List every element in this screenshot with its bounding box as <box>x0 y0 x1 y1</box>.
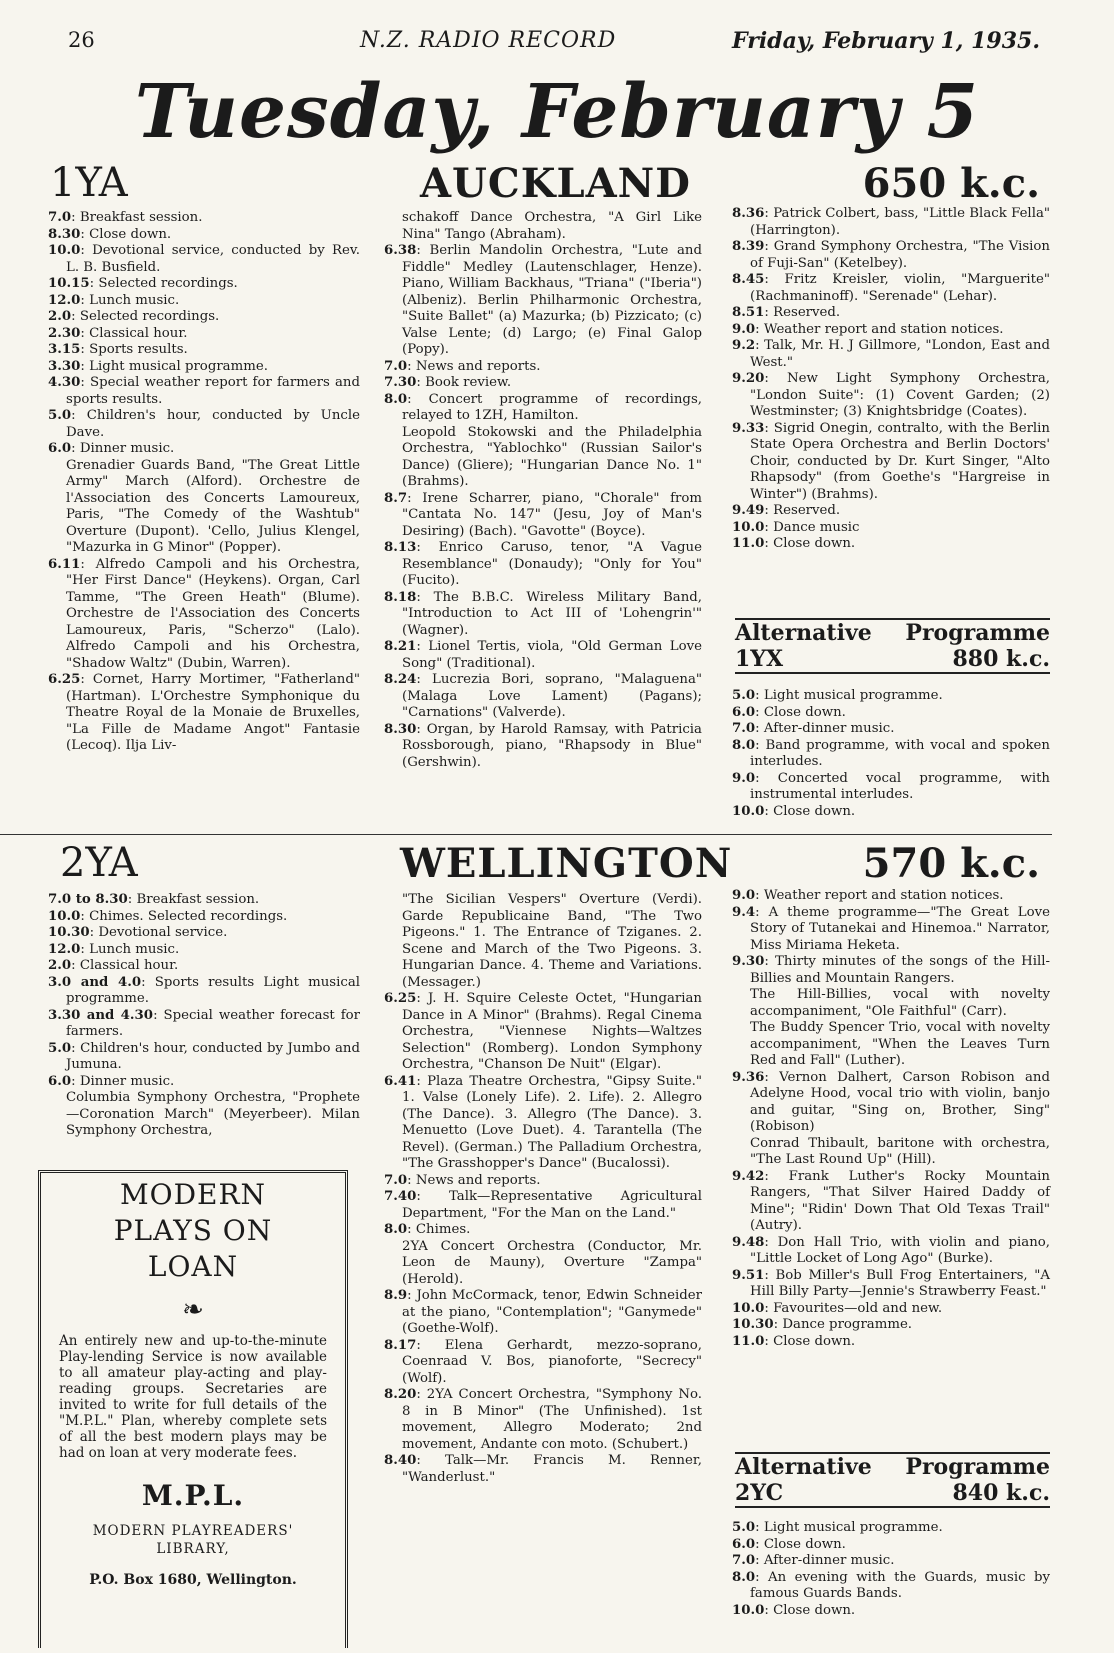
entry-time: 3.30 <box>48 358 81 374</box>
entry-text: Reserved. <box>773 503 841 518</box>
entry-text: Bob Miller's Bull Frog Entertainers, "A Hill Billy Party—Jennie's Strawberry Feast." <box>750 1267 1050 1299</box>
entry-text: Light musical programme. <box>763 1520 943 1535</box>
entry-time: 9.36 <box>732 1069 765 1085</box>
entry-text: An evening with the Guards, music by famous Guards Bands. <box>750 1569 1050 1601</box>
entry-text: Children's hour, conducted by Uncle Dave. <box>66 408 360 440</box>
programme-entry: 6.11: Alfredo Campoli and his Orchestra, "Her First Dance" (Heykens). Organ, Carl Tamme, "The Green Heath" (Blume). Orchestre de l'Association des Concerts Lamoureux, Paris, "Scherzo" (Lalo). Alfredo Campoli and his Orchestra, "Shadow Waltz" (Dubin, Warren). <box>48 556 360 671</box>
programme-entry: 12.0: Lunch music. <box>48 941 180 957</box>
programme-column <box>732 206 1050 553</box>
programme-entry: 9.4: A theme programme—"The Great Love Story of Tutanekai and Hinemoa." Narrator, Miss Miriama Heketa. <box>732 904 1050 953</box>
entry-text: A theme programme—"The Great Love Story of Tutanekai and Hinemoa." Narrator, Miss Miriama Heketa. <box>750 904 1050 953</box>
entry-text: Close down. <box>773 803 856 819</box>
programme-entry: 9.42: Frank Luther's Rocky Mountain Rangers, "That Silver Haired Daddy of Mine"; "Ridin' Down That Old Texas Trail" (Autry). <box>732 1168 1050 1233</box>
entry-time: 8.0 <box>732 1569 756 1585</box>
entry-text: J. H. Squire Celeste Octet, "Hungarian Dance in A Minor" (Brahms). Regal Cinema Orchestra, "Viennese Nights—Waltzes Selection" (Romberg). London Symphony Orchestra, "Chanson De Nuit" (Elgar). <box>402 991 702 1072</box>
entry-time: 2.0 <box>48 958 72 973</box>
ad-org-abbrev: M.P.L. <box>141 1479 245 1512</box>
entry-text: Dinner music. <box>79 441 175 456</box>
advertisement-modern-plays <box>38 1170 348 1648</box>
programme-entry: 7.0: Breakfast session. <box>48 210 203 225</box>
entry-time: 6.25 <box>48 672 81 687</box>
programme-entry: 8.20: 2YA Concert Orchestra, "Symphony No. 8 in B Minor" (The Unfinished). 1st movement, Allegro Moderato; 2nd movement, Andante con moto. (Schubert.) <box>384 1387 702 1452</box>
programme-entry: 6.38: Berlin Mandolin Orchestra, "Lute and Fiddle" Medley (Lautenschlager, Henze). Piano, William Backhaus, "Triana" ("Iberia") (Albeniz). Berlin Philharmonic Orchestra, "Suite Ballet" (a) Mazurka; (b) Pizzicato; (c) Valse Lente; (d) Largo; (e) Final Galop (Popy). <box>384 243 702 357</box>
entry-text: Frank Luther's Rocky Mountain Rangers, "That Silver Haired Daddy of Mine"; "Ridin' Down That Old Texas Trail" (Autry). <box>750 1168 1050 1233</box>
entry-time: 9.0 <box>732 770 756 786</box>
programme-entry: 9.49: Reserved. <box>732 503 841 518</box>
programme-entry: 9.51: Bob Miller's Bull Frog Entertainers, "A Hill Billy Party—Jennie's Strawberry Feast." <box>732 1267 1050 1299</box>
entry-time: 7.40 <box>384 1189 417 1204</box>
entry-text: 2YA Concert Orchestra, "Symphony No. 8 in B Minor" (The Unfinished). 1st movement, Allegro Moderato; 2nd movement, Andante con moto. (Schubert.) <box>402 1387 702 1452</box>
programme-entry: 10.15: Selected recordings. <box>48 276 238 291</box>
entry-time: 10.30 <box>48 925 90 940</box>
entry-time: 8.30 <box>384 721 417 737</box>
programme-entry: 6.25: J. H. Squire Celeste Octet, "Hungarian Dance in A Minor" (Brahms). Regal Cinema Orchestra, "Viennese Nights—Waltzes Selection" (Romberg). London Symphony Orchestra, "Chanson De Nuit" (Elgar). <box>384 991 702 1072</box>
entry-text: 2YA Concert Orchestra (Conductor, Mr. Leon de Mauny), Overture "Zampa" (Herold). <box>402 1238 702 1287</box>
programme-entry: 8.0: An evening with the Guards, music by famous Guards Bands. <box>732 1569 1050 1601</box>
programme-entry: 3.0 and 4.0: Sports results Light musical programme. <box>48 974 360 1006</box>
entry-text: Alfredo Campoli and his Orchestra, "Her First Dance" (Heykens). Organ, Carl Tamme, "The Green Heath" (Blume). Orchestre de l'Association des Concerts Lamoureux, Paris, "Scherzo" (Lalo). Alfredo Campoli and his Orchestra, "Shadow Waltz" (Dubin, Warren). <box>66 556 360 671</box>
programme-entry: 11.0: Close down. <box>732 536 856 551</box>
programme-entry: 7.0: After-dinner music. <box>732 1553 895 1568</box>
programme-entry <box>732 1136 1050 1169</box>
entry-time: 8.18 <box>384 589 417 605</box>
entry-time: 9.2 <box>732 338 756 353</box>
entry-time: 7.0 <box>732 1553 756 1568</box>
ad-heading: MODERN <box>119 1178 267 1211</box>
entry-time: 8.9 <box>384 1288 408 1303</box>
entry-time: 10.0 <box>48 908 81 924</box>
entry-text: The B.B.C. Wireless Military Band, "Introduction to Act III of 'Lohengrin'" (Wagner). <box>402 589 702 638</box>
entry-text: Enrico Caruso, tenor, "A Vague Resemblance" (Donaudy); "Only for You" (Fucito). <box>402 540 702 588</box>
entry-text: Vernon Dalhert, Carson Robison and Adelyne Hood, vocal trio with violin, banjo and guitar, "Sing on, Brother, Sing" (Robison) <box>750 1069 1050 1134</box>
entry-text: Chimes. Selected recordings. <box>89 908 288 924</box>
station-call: 2YA <box>60 840 138 886</box>
entry-text: Close down. <box>763 704 846 720</box>
entry-text: Band programme, with vocal and spoken interludes. <box>750 737 1050 769</box>
alt-label: Alternative <box>735 1454 872 1480</box>
entry-time: 6.11 <box>48 556 81 572</box>
entry-time: 9.48 <box>732 1234 765 1250</box>
entry-text: Light musical programme. <box>89 358 268 374</box>
programme-entry: 3.15: Sports results. <box>48 342 188 357</box>
programme-entry <box>384 892 702 991</box>
programme-entry: 9.0: Weather report and station notices. <box>732 321 1004 337</box>
programme-entry: 7.0: News and reports. <box>384 1172 541 1188</box>
entry-time: 8.17 <box>384 1337 417 1353</box>
entry-time: 2.30 <box>48 325 81 341</box>
entry-text: Dance music <box>773 519 860 535</box>
entry-time: 8.0 <box>384 1222 408 1237</box>
programme-entry: 8.17: Elena Gerhardt, mezzo-soprano, Coenraad V. Bos, pianoforte, "Secrecy" (Wolf). <box>384 1337 702 1386</box>
programme-entry: 8.36: Patrick Colbert, bass, "Little Black Fella" (Harrington). <box>732 206 1050 238</box>
alt-programme-list <box>732 1520 1050 1619</box>
entry-text: Thirty minutes of the songs of the Hill-Billies and Mountain Rangers. <box>750 954 1050 986</box>
entry-text: Selected recordings. <box>79 309 220 324</box>
entry-text: Chimes. <box>415 1222 471 1237</box>
programme-entry: 3.30: Light musical programme. <box>48 358 268 374</box>
programme-entry <box>732 987 1050 1020</box>
entry-text: News and reports. <box>415 1172 541 1188</box>
programme-entry: 2.0: Classical hour. <box>48 958 179 973</box>
entry-text: Organ, by Harold Ramsay, with Patricia Rossborough, piano, "Rhapsody in Blue" (Gershwin). <box>402 721 702 770</box>
programme-entry: 10.30: Devotional service. <box>48 925 228 940</box>
entry-time: 8.30 <box>48 226 81 242</box>
entry-time: 9.30 <box>732 954 765 969</box>
alt-label: Programme <box>905 1454 1050 1480</box>
programme-entry: 8.24: Lucrezia Bori, soprano, "Malaguena" (Malaga Love Lament) (Pagans); "Carnations" (Valverde). <box>384 672 702 720</box>
programme-entry: 5.0: Children's hour, conducted by Jumbo and Jumuna. <box>48 1040 360 1072</box>
programme-entry: 7.0: News and reports. <box>384 358 541 374</box>
entry-text: Close down. <box>89 226 172 242</box>
programme-entry: 10.0: Dance music <box>732 519 860 535</box>
entry-text: Plaza Theatre Orchestra, "Gipsy Suite." 1. Valse (Lonely Life). 2. Life). 2. Allegro (The Dance). 3. Allegro (The Dance). 3. Menuetto (Love Duet). 4. Tarantella (The Revel). (German.) The Palladium Orchestra, "The Grasshopper's Dance" (Bucalossi). <box>402 1073 702 1171</box>
entry-text: Classical hour. <box>79 958 179 973</box>
entry-time: 9.20 <box>732 371 765 386</box>
ad-heading: PLAYS ON <box>113 1214 273 1247</box>
entry-text: Close down. <box>773 1333 856 1349</box>
entry-text: Weather report and station notices. <box>763 321 1004 337</box>
ad-org-name: MODERN PLAYREADERS' <box>92 1523 294 1539</box>
alt-frequency: 880 k.c. <box>952 646 1050 672</box>
entry-time: 9.51 <box>732 1267 765 1283</box>
programme-entry: 8.18: The B.B.C. Wireless Military Band, "Introduction to Act III of 'Lohengrin'" (Wagner). <box>384 589 702 638</box>
page-header <box>68 28 1040 60</box>
alternative-programme-2yc <box>735 1452 1050 1508</box>
entry-text: Breakfast session. <box>79 210 203 225</box>
issue-date: Friday, February 1, 1935. <box>732 28 1040 54</box>
entry-text: News and reports. <box>415 358 541 374</box>
programme-entry: 8.51: Reserved. <box>732 305 841 320</box>
publication-name: N.Z. RADIO RECORD <box>360 28 617 53</box>
programme-entry: 9.36: Vernon Dalhert, Carson Robison and Adelyne Hood, vocal trio with violin, banjo and guitar, "Sing on, Brother, Sing" (Robison) <box>732 1069 1050 1134</box>
entry-time: 9.49 <box>732 503 765 518</box>
entry-text: After-dinner music. <box>763 1553 895 1568</box>
programme-entry: 8.13: Enrico Caruso, tenor, "A Vague Resemblance" (Donaudy); "Only for You" (Fucito). <box>384 540 702 588</box>
flourish-ornament-icon: ❧ <box>182 1295 204 1325</box>
entry-time: 8.51 <box>732 305 765 320</box>
entry-time: 7.0 <box>732 721 756 736</box>
programme-column <box>384 892 702 1486</box>
section-divider <box>0 834 1052 835</box>
entry-text: Sigrid Onegin, contralto, with the Berlin State Opera Orchestra and Berlin Doctors' Choir, conducted by Dr. Kurt Singer, "Alto Rhapsody" (from Goethe's "Hargreise in Winter") (Brahms). <box>750 420 1050 502</box>
programme-entry <box>48 1090 360 1140</box>
entry-time: 8.40 <box>384 1453 417 1468</box>
programme-entry: 5.0: Light musical programme. <box>732 1520 943 1535</box>
entry-text: Dance programme. <box>782 1317 913 1332</box>
entry-text: Favourites—old and new. <box>773 1300 943 1316</box>
entry-text: Talk—Representative Agricultural Department, "For the Man on the Land." <box>402 1189 702 1221</box>
entry-time: 7.30 <box>384 375 417 390</box>
entry-text: Don Hall Trio, with violin and piano, "Little Locket of Long Ago" (Burke). <box>750 1234 1050 1266</box>
entry-text: Close down. <box>773 536 856 551</box>
entry-text: Selected recordings. <box>98 276 238 291</box>
entry-time: 10.15 <box>48 276 90 291</box>
programme-entry: 6.25: Cornet, Harry Mortimer, "Fatherland" (Hartman). L'Orchestre Symphonique du Theatre Royal de la Monaie de Bruxelles, "La Fille de Madame Angot" Fantasie (Lecoq). Ilja Liv- <box>48 672 360 753</box>
entry-time: 9.33 <box>732 420 765 436</box>
entry-text: Weather report and station notices. <box>763 888 1004 903</box>
entry-time: 8.20 <box>384 1387 417 1402</box>
entry-time: 7.0 to 8.30 <box>48 892 128 907</box>
entry-text: Leopold Stokowski and the Philadelphia Orchestra, "Yablochko" (Russian Sailor's Dance) (Gliere); "Hungarian Dance No. 1" (Brahms). <box>402 424 702 489</box>
programme-column <box>48 892 360 1140</box>
programme-entry: 9.20: New Light Symphony Orchestra, "London Suite": (1) Covent Garden; (2) Westminster; (3) Knightsbridge (Coates). <box>732 371 1050 419</box>
entry-time: 9.0 <box>732 888 756 903</box>
entry-text: After-dinner music. <box>763 721 895 736</box>
entry-time: 6.0 <box>48 441 72 456</box>
station-city: AUCKLAND <box>420 160 691 207</box>
entry-time: 7.0 <box>48 210 72 225</box>
entry-text: Lunch music. <box>89 941 180 957</box>
entry-text: The Buddy Spencer Trio, vocal with novelty accompaniment, "When the Leaves Turn Red and Fall" (Luther). <box>750 1020 1050 1068</box>
entry-text: Fritz Kreisler, violin, "Marguerite" (Rachmaninoff). "Serenade" (Lehar). <box>750 272 1050 304</box>
programme-column <box>384 210 702 771</box>
entry-time: 11.0 <box>732 1333 765 1349</box>
programme-entry <box>384 1239 702 1289</box>
entry-time: 8.39 <box>732 239 765 254</box>
section-header-auckland <box>50 160 1040 206</box>
entry-text: Devotional service. <box>98 925 228 940</box>
entry-time: 8.36 <box>732 206 765 221</box>
entry-text: Sports results. <box>89 342 188 357</box>
programme-column <box>48 210 360 755</box>
entry-time: 10.0 <box>732 803 765 819</box>
entry-time: 6.38 <box>384 243 417 258</box>
entry-text: Concert programme of recordings, relayed to 1ZH, Hamilton. <box>402 391 702 423</box>
programme-entry: 6.0: Dinner music. <box>48 441 175 456</box>
entry-time: 4.30 <box>48 375 81 390</box>
entry-time: 6.0 <box>732 1536 756 1552</box>
programme-entry: 5.0: Children's hour, conducted by Uncle Dave. <box>48 408 360 440</box>
entry-text: Close down. <box>763 1536 846 1552</box>
programme-entry: 7.30: Book review. <box>384 375 512 390</box>
programme-entry: 9.0: Concerted vocal programme, with instrumental interludes. <box>732 770 1050 802</box>
entry-text: Lucrezia Bori, soprano, "Malaguena" (Malaga Love Lament) (Pagans); "Carnations" (Valverde). <box>402 672 702 720</box>
entry-text: Children's hour, conducted by Jumbo and Jumuna. <box>66 1040 360 1072</box>
entry-text: Close down. <box>773 1602 856 1618</box>
programme-entry <box>384 425 702 491</box>
entry-time: 6.0 <box>48 1073 72 1089</box>
entry-time: 9.0 <box>732 321 756 337</box>
programme-entry: 9.2: Talk, Mr. H. J Gillmore, "London, East and West." <box>732 338 1050 370</box>
programme-entry: 9.30: Thirty minutes of the songs of the Hill-Billies and Mountain Rangers. <box>732 954 1050 986</box>
entry-time: 3.30 and 4.30 <box>48 1007 154 1023</box>
ad-body: An entirely new and up-to-the-minute Play-lending Service is now available to all amateur play-acting and play-reading groups. Secretaries are invited to write for full details of the "M.P.L." Plan, whereby complete sets of all the best modern plays may be had on loan at very moderate fees. <box>59 1333 327 1461</box>
entry-time: 6.41 <box>384 1073 417 1089</box>
entry-time: 12.0 <box>48 292 81 308</box>
programme-entry: 8.0: Chimes. <box>384 1222 471 1237</box>
programme-entry: 8.30: Organ, by Harold Ramsay, with Patricia Rossborough, piano, "Rhapsody in Blue" (Gershwin). <box>384 721 702 770</box>
entry-text: Talk—Mr. Francis M. Renner, "Wanderlust." <box>402 1453 702 1485</box>
station-frequency: 650 k.c. <box>862 160 1040 207</box>
programme-entry: 9.0: Weather report and station notices. <box>732 888 1004 903</box>
programme-entry: 8.21: Lionel Tertis, viola, "Old German Love Song" (Traditional). <box>384 639 702 671</box>
entry-time: 5.0 <box>732 1520 756 1535</box>
programme-entry: 6.0: Close down. <box>732 1536 846 1552</box>
page-number: 26 <box>68 28 95 52</box>
entry-text: Lunch music. <box>89 292 180 308</box>
programme-entry: 7.0 to 8.30: Breakfast session. <box>48 892 260 907</box>
alt-label: Alternative <box>735 620 872 646</box>
programme-entry <box>48 458 360 557</box>
station-frequency: 570 k.c. <box>862 840 1040 887</box>
programme-entry: 3.30 and 4.30: Special weather forecast for farmers. <box>48 1007 360 1039</box>
entry-text: Classical hour. <box>89 325 188 341</box>
entry-text: Elena Gerhardt, mezzo-soprano, Coenraad V. Bos, pianoforte, "Secrecy" (Wolf). <box>402 1337 702 1386</box>
entry-time: 11.0 <box>732 536 765 551</box>
entry-text: Columbia Symphony Orchestra, "Prophete—Coronation March" (Meyerbeer). Milan Symphony Orchestra, <box>66 1090 360 1138</box>
programme-entry: 5.0: Light musical programme. <box>732 688 943 703</box>
entry-time: 5.0 <box>732 688 756 703</box>
entry-time: 6.25 <box>384 991 417 1006</box>
entry-time: 2.0 <box>48 309 72 324</box>
entry-time: 7.0 <box>384 358 408 374</box>
programme-entry: 2.0: Selected recordings. <box>48 309 220 324</box>
programme-entry: 10.0: Chimes. Selected recordings. <box>48 908 288 924</box>
entry-time: 9.42 <box>732 1168 765 1184</box>
entry-time: 10.0 <box>732 519 765 535</box>
entry-text: Conrad Thibault, baritone with orchestra, "The Last Round Up" (Hill). <box>750 1135 1050 1167</box>
entry-time: 10.30 <box>732 1317 774 1332</box>
programme-entry: 8.7: Irene Scharrer, piano, "Chorale" from "Cantata No. 147" (Jesu, Joy of Man's Desiring) (Bach). "Gavotte" (Boyce). <box>384 490 702 539</box>
programme-entry <box>384 210 702 243</box>
entry-text: Berlin Mandolin Orchestra, "Lute and Fiddle" Medley (Lautenschlager, Henze). Piano, William Backhaus, "Triana" ("Iberia") (Albeniz). Berlin Philharmonic Orchestra, "Suite Ballet" (a) Mazurka; (b) Pizzicato; (c) Valse Lente; (d) Largo; (e) Final Galop (Popy). <box>402 243 702 357</box>
entry-text: Reserved. <box>773 305 841 320</box>
programme-entry: 12.0: Lunch music. <box>48 292 180 308</box>
programme-entry: 8.9: John McCormack, tenor, Edwin Schneider at the piano, "Contemplation"; "Ganymede" (Goethe-Wolf). <box>384 1288 702 1336</box>
programme-entry: 8.0: Concert programme of recordings, relayed to 1ZH, Hamilton. <box>384 391 702 423</box>
entry-text: New Light Symphony Orchestra, "London Suite": (1) Covent Garden; (2) Westminster; (3) Knightsbridge (Coates). <box>750 371 1050 419</box>
day-title: Tuesday, February 5 <box>134 69 980 155</box>
entry-text: schakoff Dance Orchestra, "A Girl Like Nina" Tango (Abraham). <box>402 210 702 242</box>
programme-entry: 6.0: Close down. <box>732 704 846 720</box>
programme-column <box>732 888 1050 1350</box>
station-city: WELLINGTON <box>400 840 733 887</box>
programme-entry: 9.33: Sigrid Onegin, contralto, with the Berlin State Opera Orchestra and Berlin Doctors' Choir, conducted by Dr. Kurt Singer, "Alto Rhapsody" (from Goethe's "Hargreise in Winter") (Brahms). <box>732 420 1050 502</box>
entry-text: Patrick Colbert, bass, "Little Black Fella" (Harrington). <box>750 206 1050 238</box>
entry-time: 8.45 <box>732 272 765 287</box>
programme-entry: 4.30: Special weather report for farmers and sports results. <box>48 375 360 407</box>
programme-entry: 6.41: Plaza Theatre Orchestra, "Gipsy Suite." 1. Valse (Lonely Life). 2. Life). 2. Allegro (The Dance). 3. Allegro (The Dance). 3. Menuetto (Love Duet). 4. Tarantella (The Revel). (German.) The Palladium Orchestra, "The Grasshopper's Dance" (Bucalossi). <box>384 1073 702 1171</box>
entry-time: 7.0 <box>384 1172 408 1188</box>
entry-text: Special weather report for farmers and sports results. <box>66 375 360 407</box>
entry-time: 8.21 <box>384 639 417 654</box>
entry-text: Irene Scharrer, piano, "Chorale" from "Cantata No. 147" (Jesu, Joy of Man's Desiring) (Bach). "Gavotte" (Boyce). <box>402 490 702 539</box>
entry-time: 8.0 <box>732 737 756 753</box>
entry-time: 5.0 <box>48 408 72 423</box>
entry-text: Dinner music. <box>79 1073 175 1089</box>
programme-entry: 7.40: Talk—Representative Agricultural Department, "For the Man on the Land." <box>384 1189 702 1221</box>
programme-entry: 7.0: After-dinner music. <box>732 721 895 736</box>
entry-text: Book review. <box>425 375 512 390</box>
programme-entry: 10.0: Close down. <box>732 803 856 819</box>
entry-text: Concerted vocal programme, with instrumental interludes. <box>750 770 1050 802</box>
entry-text: Grand Symphony Orchestra, "The Vision of Fuji-San" (Ketelbey). <box>750 239 1050 271</box>
entry-time: 5.0 <box>48 1040 72 1056</box>
entry-text: John McCormack, tenor, Edwin Schneider at the piano, "Contemplation"; "Ganymede" (Goethe-Wolf). <box>402 1288 702 1336</box>
entry-text: Devotional service, conducted by Rev. L. B. Busfield. <box>66 243 361 275</box>
entry-text: Special weather forecast for farmers. <box>66 1007 360 1039</box>
entry-text: Grenadier Guards Band, "The Great Little Army" March (Alford). Orchestre de l'Association des Concerts Lamoureux, Paris, "The Comedy of the Washtub" Overture (Dupont). 'Cello, Julius Klengel, "Mazurka in G Minor" (Popper). <box>66 457 360 555</box>
programme-entry: 9.48: Don Hall Trio, with violin and piano, "Little Locket of Long Ago" (Burke). <box>732 1234 1050 1266</box>
entry-text: "The Sicilian Vespers" Overture (Verdi). Garde Republicaine Band, "The Two Pigeons." 1. The Entrance of Tziganes. 2. Scene and March of the Two Pigeons. 3. Hungarian Dance. 4. Theme and Variations. (Messager.) <box>402 892 702 990</box>
entry-text: The Hill-Billies, vocal with novelty accompaniment, "Ole Faithful" (Carr). <box>750 987 1050 1019</box>
ad-org-name: LIBRARY, <box>156 1541 230 1557</box>
programme-entry: 8.39: Grand Symphony Orchestra, "The Vision of Fuji-San" (Ketelbey). <box>732 239 1050 271</box>
programme-entry: 10.0: Close down. <box>732 1602 856 1618</box>
programme-entry <box>732 1020 1050 1070</box>
programme-entry: 10.30: Dance programme. <box>732 1317 913 1332</box>
programme-entry: 10.0: Favourites—old and new. <box>732 1300 943 1316</box>
alt-call: 1YX <box>735 646 784 672</box>
entry-time: 6.0 <box>732 704 756 720</box>
programme-entry: 2.30: Classical hour. <box>48 325 188 341</box>
section-header-wellington <box>60 840 1040 886</box>
entry-text: Light musical programme. <box>763 688 943 703</box>
entry-time: 10.0 <box>732 1602 765 1618</box>
entry-time: 10.0 <box>732 1300 765 1316</box>
alt-frequency: 840 k.c. <box>952 1480 1050 1506</box>
ad-heading: LOAN <box>147 1250 239 1283</box>
alt-programme-list <box>732 688 1050 820</box>
entry-time: 8.24 <box>384 672 417 687</box>
programme-entry: 6.0: Dinner music. <box>48 1073 175 1089</box>
entry-time: 3.0 and 4.0 <box>48 974 142 990</box>
entry-time: 8.13 <box>384 540 417 555</box>
entry-time: 10.0 <box>48 243 81 258</box>
entry-text: Sports results Light musical programme. <box>66 974 360 1006</box>
programme-entry: 8.45: Fritz Kreisler, violin, "Marguerite" (Rachmaninoff). "Serenade" (Lehar). <box>732 272 1050 304</box>
entry-time: 3.15 <box>48 342 81 357</box>
entry-text: Talk, Mr. H. J Gillmore, "London, East and West." <box>750 338 1050 370</box>
programme-entry: 8.30: Close down. <box>48 226 172 242</box>
alt-label: Programme <box>905 620 1050 646</box>
entry-time: 12.0 <box>48 941 81 957</box>
station-call: 1YA <box>50 160 128 206</box>
entry-time: 8.7 <box>384 490 408 506</box>
programme-entry: 10.0: Devotional service, conducted by Rev. L. B. Busfield. <box>48 243 361 275</box>
ad-address: P.O. Box 1680, Wellington. <box>89 1572 297 1588</box>
entry-text: Lionel Tertis, viola, "Old German Love Song" (Traditional). <box>402 639 702 671</box>
alternative-programme-1yx <box>735 618 1050 674</box>
programme-entry: 8.40: Talk—Mr. Francis M. Renner, "Wanderlust." <box>384 1453 702 1485</box>
alt-call: 2YC <box>735 1480 784 1506</box>
entry-time: 9.4 <box>732 904 756 920</box>
entry-text: Breakfast session. <box>136 892 260 907</box>
entry-time: 8.0 <box>384 391 408 407</box>
programme-entry: 8.0: Band programme, with vocal and spoken interludes. <box>732 737 1050 769</box>
programme-entry: 11.0: Close down. <box>732 1333 856 1349</box>
entry-text: Cornet, Harry Mortimer, "Fatherland" (Hartman). L'Orchestre Symphonique du Theatre Royal de la Monaie de Bruxelles, "La Fille de Madame Angot" Fantasie (Lecoq). Ilja Liv- <box>66 672 360 753</box>
